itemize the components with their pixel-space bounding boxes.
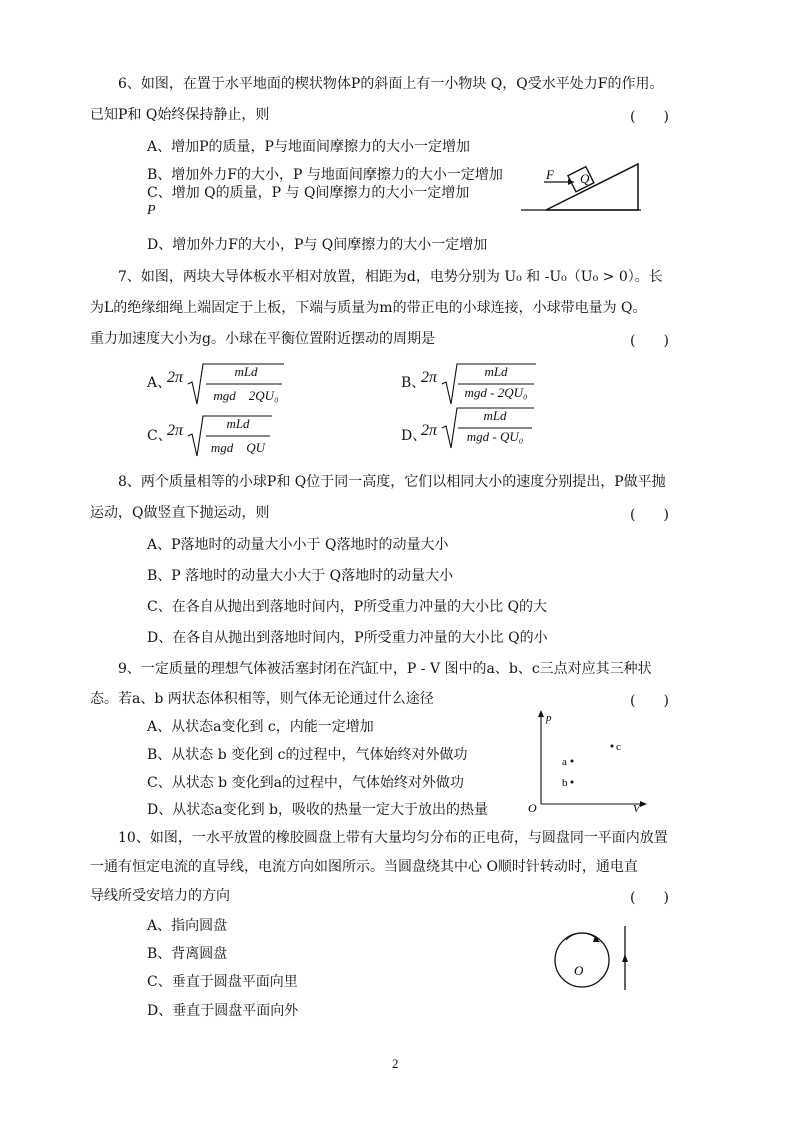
q7-option-b-2pi: 2π <box>421 369 438 386</box>
current-direction-arrow <box>622 954 628 962</box>
v-axis-arrowhead <box>640 801 647 807</box>
q6-option-d: D、增加外力F的大小，P与 Q间摩擦力的大小一定增加 <box>147 237 488 253</box>
q7-option-a-label: A、 <box>147 375 172 391</box>
q9-option-d: D、从状态a变化到 b，吸收的热量一定大于放出的热量 <box>147 802 488 818</box>
q7-option-a-fraction <box>206 364 286 404</box>
q10-stem-line3: 导线所受安培力的方向 <box>90 888 230 904</box>
point-b <box>571 781 574 784</box>
q6-fig-f-label: F <box>546 167 554 182</box>
q6-option-a: A、增加P的质量，P与地面间摩擦力的大小一定增加 <box>147 139 470 155</box>
q7-option-b-numerator: mLd <box>484 364 508 379</box>
q6-option-c-cont: P <box>147 203 156 218</box>
q10-option-d: D、垂直于圆盘平面向外 <box>147 1003 299 1019</box>
q6-stem-line1: 6、如图，在置于水平地面的楔状物体P的斜面上有一小物块 Q，Q受水平处力F的作用。 <box>118 76 664 92</box>
p-axis-arrowhead <box>538 710 544 717</box>
q7-option-a-numerator: mLd <box>234 364 258 379</box>
q8-option-c: C、在各自从抛出到落地时间内，P所受重力冲量的大小比 Q的大 <box>147 599 548 615</box>
q7-option-c-numerator: mLd <box>226 416 250 431</box>
q8-stem-line2: 运动，Q做竖直下抛运动，则 <box>90 505 270 521</box>
q7-option-b-label: B、 <box>401 375 426 391</box>
q6-wedge-figure <box>516 150 646 218</box>
q7-stem-line3: 重力加速度大小为g。小球在平衡位置附近摆动的周期是 <box>90 331 435 347</box>
q7-option-c-label: C、 <box>147 428 172 444</box>
v-axis-label: V <box>633 803 640 814</box>
q6-stem-line2: 已知P和 Q始终保持静止，则 <box>90 107 270 123</box>
q8-stem-line1: 8、两个质量相等的小球P和 Q位于同一高度，它们以相同大小的速度分别提出，P做平抛 <box>118 474 666 490</box>
q7-option-d-2pi: 2π <box>421 422 438 439</box>
point-c-label: c <box>616 741 621 753</box>
wedge-p <box>546 164 638 210</box>
q7-answer-paren: ( ) <box>630 333 669 349</box>
p-axis-label: p <box>546 712 552 724</box>
point-a-label: a <box>562 756 567 768</box>
q7-option-b-denominator: mgd - 2QU₀ <box>464 385 528 400</box>
rotation-arc <box>566 933 598 940</box>
q10-option-b: B、背离圆盘 <box>147 946 228 962</box>
point-b-label: b <box>562 777 568 789</box>
q7-stem-line1: 7、如图，两块大导体板水平相对放置，相距为d，电势分别为 U₀ 和 -U₀（U₀ > 0）。长 <box>118 269 663 285</box>
point-a <box>571 760 574 763</box>
q10-stem-line2: 一通有恒定电流的直导线，电流方向如图所示。当圆盘绕其中心 O顺时针转动时，通电直 <box>90 859 638 875</box>
q7-option-a-2pi: 2π <box>167 369 184 386</box>
q10-stem-line1: 10、如图，一水平放置的橡胶圆盘上带有大量均匀分布的正电荷，与圆盘同一平面内放置 <box>118 830 668 846</box>
q10-disc-figure <box>548 920 648 994</box>
q9-stem-line2: 态。若a、b 两状态体积相等，则气体无论通过什么途径 <box>90 691 434 707</box>
q9-answer-paren: ( ) <box>630 693 669 709</box>
q9-pv-diagram <box>524 708 654 814</box>
q7-option-d-label: D、 <box>401 428 427 444</box>
q10-option-a: A、指向圆盘 <box>147 918 228 934</box>
q9-stem-line1: 9、一定质量的理想气体被活塞封闭在汽缸中，P - V 图中的a、b、c三点对应其三种状 <box>118 661 652 677</box>
q7-option-c-fraction <box>204 416 272 456</box>
q7-option-d-denominator: mgd - QU₀ <box>466 429 524 444</box>
q8-option-b: B、P 落地时的动量大小大于 Q落地时的动量大小 <box>147 568 454 584</box>
q7-option-d-numerator: mLd <box>483 408 507 423</box>
q7-option-a-denominator: mgd 2QU₀ <box>213 388 279 403</box>
q6-option-b: B、增加外力F的大小，P 与地面间摩擦力的大小一定增加 <box>147 167 503 183</box>
q6-answer-paren: ( ) <box>630 109 669 125</box>
q8-option-d: D、在各自从抛出到落地时间内，P所受重力冲量的大小比 Q的小 <box>147 630 548 646</box>
q7-stem-line2: 为L的绝缘细绳上端固定于上板，下端与质量为m的带正电的小球连接，小球带电量为 Q。 <box>90 300 647 316</box>
q7-option-c-denominator: mgd QU <box>210 440 266 455</box>
rubber-disc <box>555 933 609 987</box>
origin-label: O <box>528 801 537 814</box>
point-c <box>611 745 614 748</box>
q7-option-c-2pi: 2π <box>167 422 184 439</box>
q7-option-b-fraction <box>457 364 535 404</box>
q9-option-c: C、从状态 b 变化到a的过程中，气体始终对外做功 <box>147 775 464 791</box>
q6-fig-q-label: Q <box>580 171 590 186</box>
q9-option-b: B、从状态 b 变化到 c的过程中，气体始终对外做功 <box>147 747 468 763</box>
q6-option-c: C、增加 Q的质量，P 与 Q间摩擦力的大小一定增加 <box>147 185 470 201</box>
q8-answer-paren: ( ) <box>630 507 669 523</box>
q7-option-d-fraction <box>457 408 533 448</box>
q10-answer-paren: ( ) <box>630 890 669 906</box>
q8-option-a: A、P落地时的动量大小小于 Q落地时的动量大小 <box>147 537 449 553</box>
q9-option-a: A、从状态a变化到 c，内能一定增加 <box>147 719 374 735</box>
q10-option-c: C、垂直于圆盘平面向里 <box>147 974 298 990</box>
page-number: 2 <box>392 1056 399 1071</box>
disc-center-label: O <box>574 963 584 978</box>
